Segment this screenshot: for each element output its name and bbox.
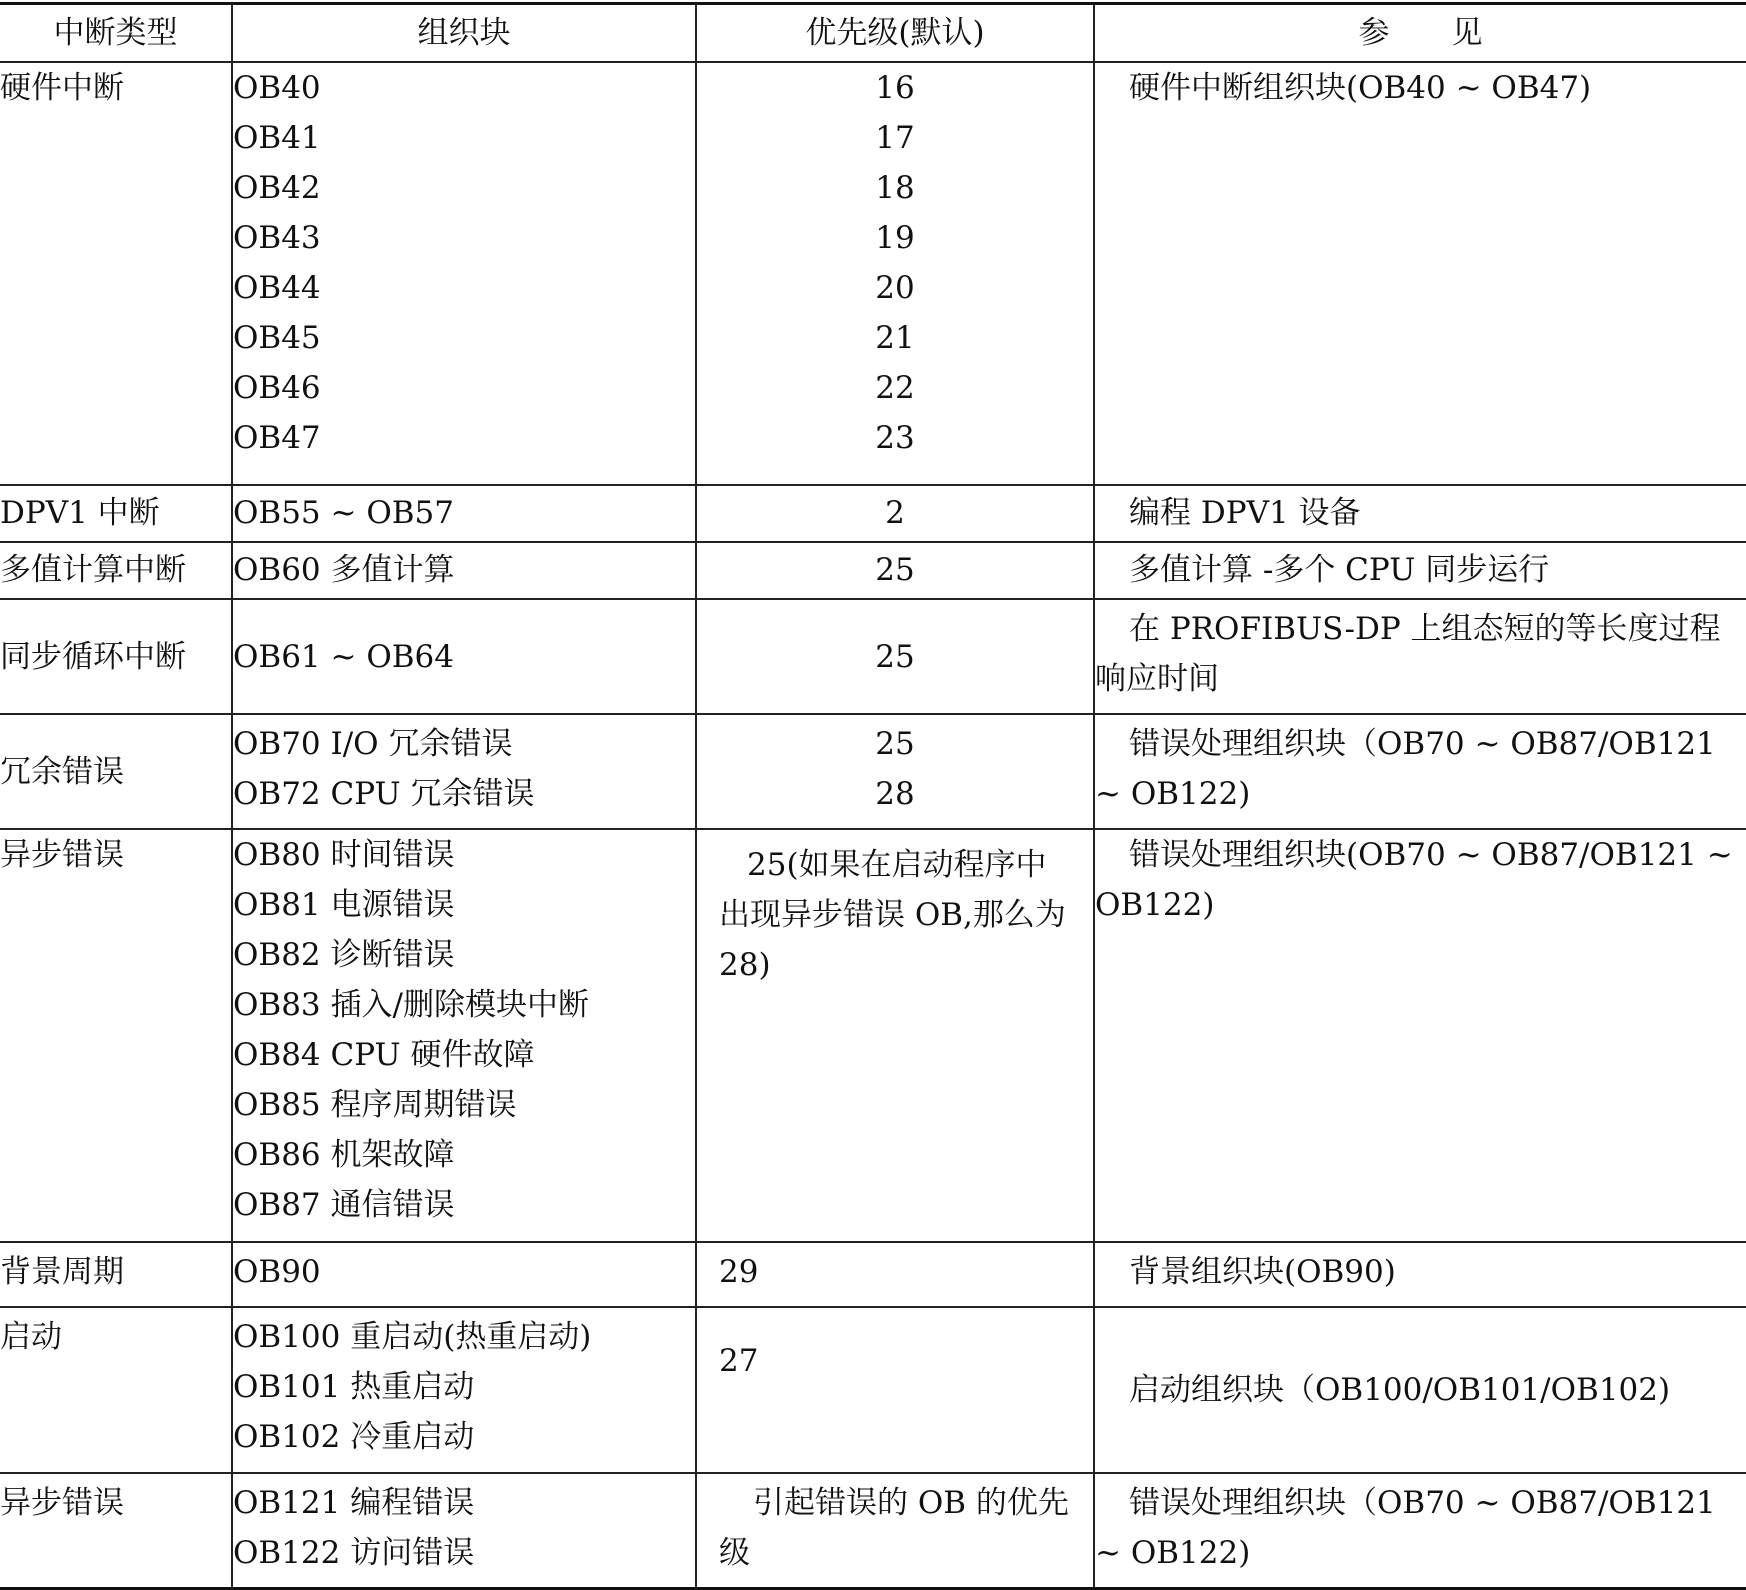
interrupt-type-cell: DPV1 中断 <box>0 485 232 542</box>
table-row <box>0 485 1746 542</box>
priority-value: 16 <box>875 70 915 106</box>
table-row <box>0 62 1746 485</box>
ob-item: OB47 <box>233 420 321 456</box>
ob-item: OB82 诊断错误 <box>233 937 455 973</box>
priority-cell <box>696 1242 1094 1307</box>
ob-item: OB85 程序周期错误 <box>233 1087 517 1123</box>
interrupt-type-cell: 启动 <box>0 1307 232 1473</box>
priority-value: 17 <box>875 120 915 156</box>
interrupt-type-cell: 多值计算中断 <box>0 542 232 599</box>
see-also-cell: 错误处理组织块（OB70 ~ OB87/OB121 ~ OB122) <box>1094 714 1746 829</box>
priority-cell <box>696 714 1094 829</box>
interrupt-type-cell: 硬件中断 <box>0 62 232 485</box>
priority-cell <box>696 485 1094 542</box>
ob-interrupt-table <box>0 2 1746 1590</box>
header-organization-block: 组织块 <box>232 4 696 63</box>
see-also-cell: 错误处理组织块（OB70 ~ OB87/OB121 ~ OB122) <box>1094 1473 1746 1588</box>
priority-text: 引起错误的 OB 的优先级 <box>719 1485 1069 1571</box>
ob-item: OB86 机架故障 <box>233 1137 455 1173</box>
ob-item: OB61 ~ OB64 <box>233 638 454 675</box>
table-row <box>0 542 1746 599</box>
ob-item: OB87 通信错误 <box>233 1187 455 1223</box>
see-also-cell: 编程 DPV1 设备 <box>1094 485 1746 542</box>
ob-item: OB41 <box>233 120 321 156</box>
ob-list-cell <box>232 1473 696 1588</box>
priority-cell <box>696 829 1094 1242</box>
ob-list-cell <box>232 485 696 542</box>
ob-list-cell <box>232 1242 696 1307</box>
header-interrupt-type: 中断类型 <box>0 4 232 63</box>
ob-item: OB122 访问错误 <box>233 1535 475 1571</box>
table-row <box>0 1473 1746 1588</box>
see-also-cell: 多值计算 -多个 CPU 同步运行 <box>1094 542 1746 599</box>
priority-text: 29 <box>719 1254 759 1290</box>
interrupt-type-cell: 背景周期 <box>0 1242 232 1307</box>
ob-list-cell <box>232 62 696 485</box>
ob-item: OB60 多值计算 <box>233 552 455 588</box>
see-also-cell: 在 PROFIBUS-DP 上组态短的等长度过程响应时间 <box>1094 599 1746 714</box>
interrupt-type-cell: 同步循环中断 <box>0 599 232 714</box>
ob-list-cell <box>232 599 696 714</box>
ob-item: OB81 电源错误 <box>233 887 455 923</box>
ob-item: OB46 <box>233 370 321 406</box>
ob-item: OB40 <box>233 70 321 106</box>
priority-cell <box>696 1473 1094 1588</box>
see-also-cell: 错误处理组织块(OB70 ~ OB87/OB121 ~ OB122) <box>1094 829 1746 1242</box>
priority-cell <box>696 542 1094 599</box>
priority-text: 25(如果在启动程序中出现异步错误 OB,那么为 28) <box>719 847 1066 983</box>
priority-value: 25 <box>875 552 915 588</box>
table-row <box>0 1307 1746 1473</box>
ob-item: OB42 <box>233 170 321 206</box>
priority-value: 28 <box>875 776 915 812</box>
ob-item: OB72 CPU 冗余错误 <box>233 776 535 812</box>
ob-item: OB43 <box>233 220 321 256</box>
see-also-cell: 背景组织块(OB90) <box>1094 1242 1746 1307</box>
header-row <box>0 4 1746 63</box>
see-also-cell: 硬件中断组织块(OB40 ~ OB47) <box>1094 62 1746 485</box>
ob-item: OB55 ~ OB57 <box>233 495 454 531</box>
interrupt-type-cell: 异步错误 <box>0 829 232 1242</box>
ob-list-cell <box>232 714 696 829</box>
interrupt-type-cell: 异步错误 <box>0 1473 232 1588</box>
priority-value: 25 <box>875 726 915 762</box>
priority-cell <box>696 1307 1094 1473</box>
ob-item: OB121 编程错误 <box>233 1485 475 1521</box>
header-see-also: 参 见 <box>1094 4 1746 63</box>
priority-text: 27 <box>719 1343 759 1379</box>
priority-value: 2 <box>885 495 905 531</box>
ob-item: OB70 I/O 冗余错误 <box>233 726 513 762</box>
interrupt-type-cell: 冗余错误 <box>0 714 232 829</box>
ob-item: OB44 <box>233 270 321 306</box>
ob-item: OB100 重启动(热重启动) <box>233 1319 592 1355</box>
priority-value: 20 <box>875 270 915 306</box>
ob-list-cell <box>232 542 696 599</box>
priority-value: 19 <box>875 220 915 256</box>
priority-cell <box>696 599 1094 714</box>
ob-item: OB80 时间错误 <box>233 837 455 873</box>
priority-value: 22 <box>875 370 915 406</box>
ob-item: OB90 <box>233 1254 321 1290</box>
priority-value: 21 <box>875 320 915 356</box>
ob-item: OB83 插入/删除模块中断 <box>233 987 589 1023</box>
ob-list-cell <box>232 829 696 1242</box>
table-row <box>0 1242 1746 1307</box>
priority-cell <box>696 62 1094 485</box>
priority-value: 23 <box>875 420 915 456</box>
priority-value: 18 <box>875 170 915 206</box>
table-row <box>0 714 1746 829</box>
ob-list-cell <box>232 1307 696 1473</box>
table-header <box>0 4 1746 63</box>
see-also-cell: 启动组织块（OB100/OB101/OB102) <box>1094 1307 1746 1473</box>
ob-item: OB102 冷重启动 <box>233 1419 475 1455</box>
ob-item: OB45 <box>233 320 321 356</box>
ob-item: OB84 CPU 硬件故障 <box>233 1037 535 1073</box>
priority-value: 25 <box>875 638 915 675</box>
header-priority: 优先级(默认) <box>696 4 1094 63</box>
table-row <box>0 599 1746 714</box>
ob-item: OB101 热重启动 <box>233 1369 475 1405</box>
table-row <box>0 829 1746 1242</box>
